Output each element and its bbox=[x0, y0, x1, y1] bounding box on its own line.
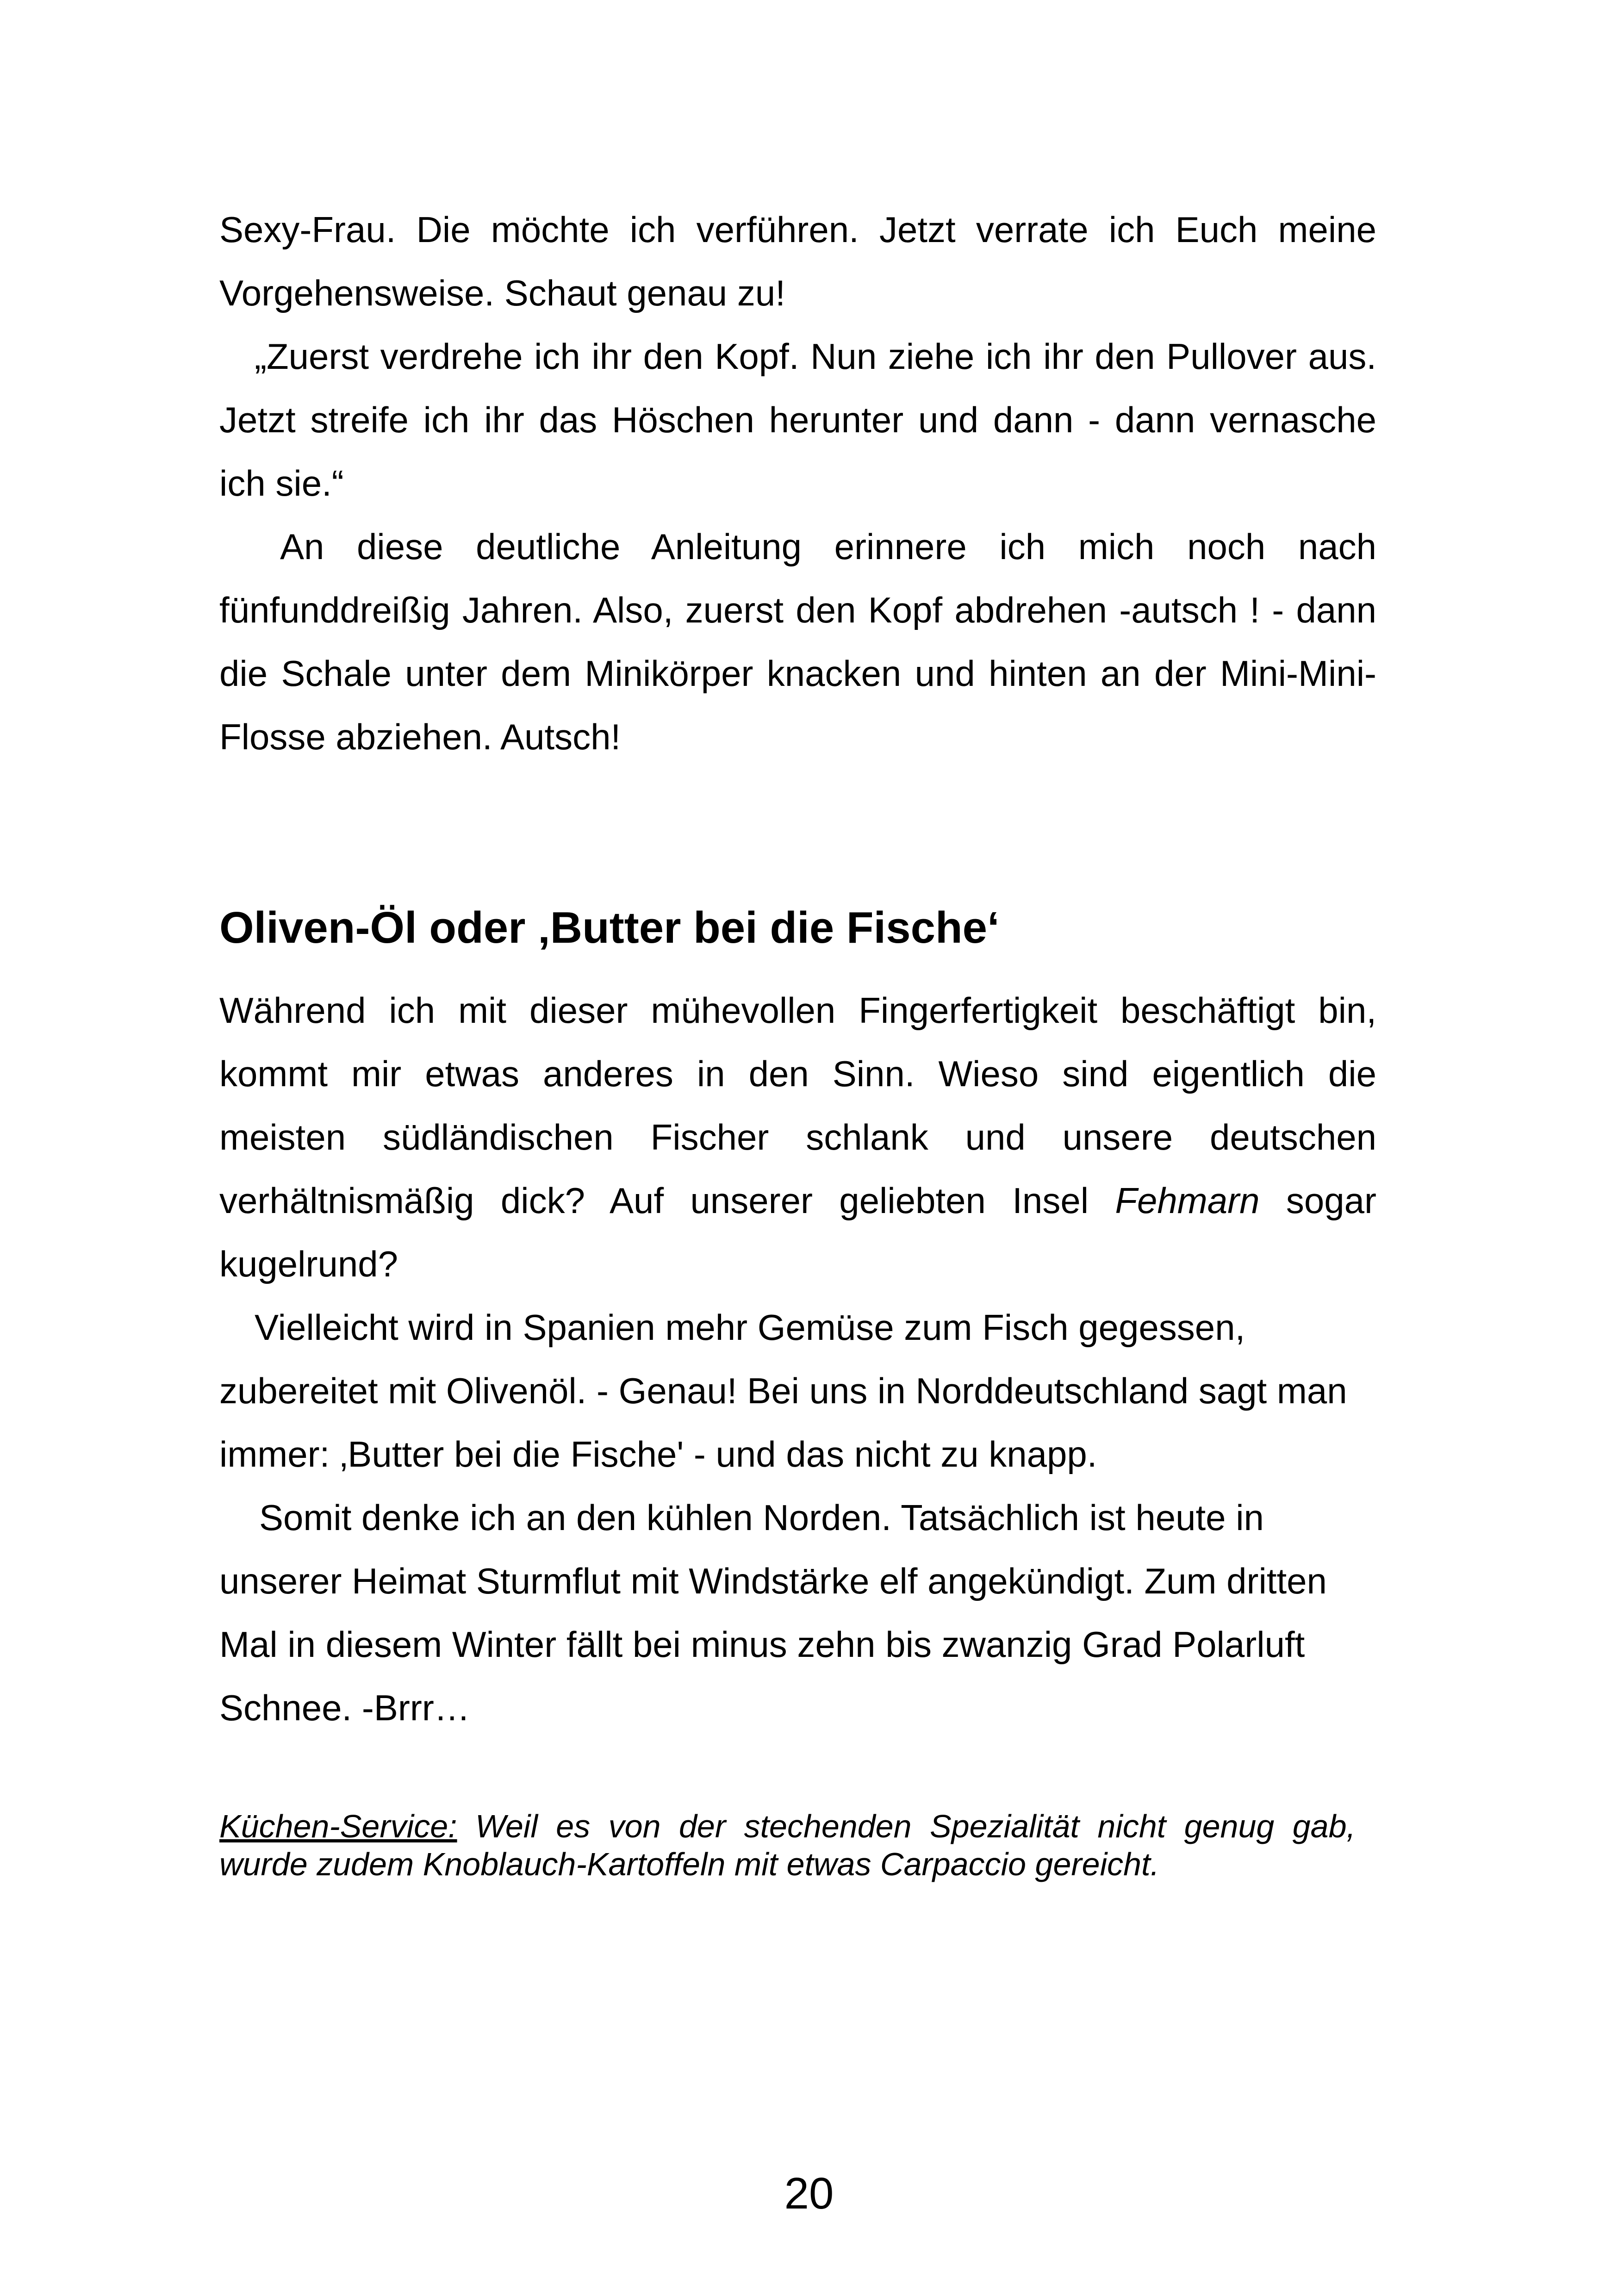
paragraph: „Zuerst verdrehe ich ihr den Kopf. Nun ziehe ich ihr den Pullover aus. Jetzt streife ich ihr das Höschen herunter und dann - dann vernasche ich sie.“ bbox=[219, 336, 1376, 504]
island-name: Fehmarn bbox=[1115, 1180, 1260, 1221]
paragraph: An diese deutliche Anleitung erinnere ich mich noch nach fünfunddreißig Jahren. Also, zuerst den Kopf abdrehen -autsch ! - dann die Schale unter dem Minikörper knacken und hinten an der Mini-Mini-Flosse abziehen. Autsch! bbox=[219, 526, 1376, 757]
text-block-top bbox=[219, 198, 1376, 769]
paragraph-text: sogar kugelrund? bbox=[219, 1180, 1376, 1284]
note-text: Weil es von der stechenden Spezialität nicht genug gab, wurde zudem Knoblauch-Kartoffeln mit etwas Carpaccio gereicht. bbox=[219, 1808, 1356, 1882]
paragraph: Vielleicht wird in Spanien mehr Gemüse zum Fisch gegessen, zubereitet mit Olivenöl. - Genau! Bei uns in Norddeutschland sagt man immer: ‚Butter bei die Fische' - und das nicht zu knapp. bbox=[219, 1307, 1347, 1475]
section-heading: Oliven-Öl oder ‚Butter bei die Fische‘ bbox=[219, 903, 1000, 952]
page-number: 20 bbox=[784, 2169, 834, 2218]
paragraph-text: Während ich mit dieser mühevollen Fingerfertigkeit beschäftigt bin, kommt mir etwas anderes in den Sinn. Wieso sind eigentlich die meisten südländischen Fischer schlank und unsere deutschen verhältnismäßig dick? Auf unserer geliebten Insel bbox=[219, 990, 1376, 1221]
paragraph: Somit denke ich an den kühlen Norden. Tatsächlich ist heute in unserer Heimat Sturmflut mit Windstärke elf angekündigt. Zum dritten Mal in diesem Winter fällt bei minus zehn bis zwanzig Grad Polarluft Schnee. -Brrr… bbox=[219, 1497, 1327, 1728]
kitchen-service-note bbox=[219, 1807, 1356, 1883]
note-label: Küchen-Service: bbox=[219, 1808, 457, 1844]
paragraph: Sexy-Frau. Die möchte ich verführen. Jetzt verrate ich Euch meine Vorgehensweise. Schaut genau zu! bbox=[219, 209, 1376, 313]
paragraph bbox=[219, 979, 1376, 1296]
text-block-bottom bbox=[219, 979, 1376, 1740]
